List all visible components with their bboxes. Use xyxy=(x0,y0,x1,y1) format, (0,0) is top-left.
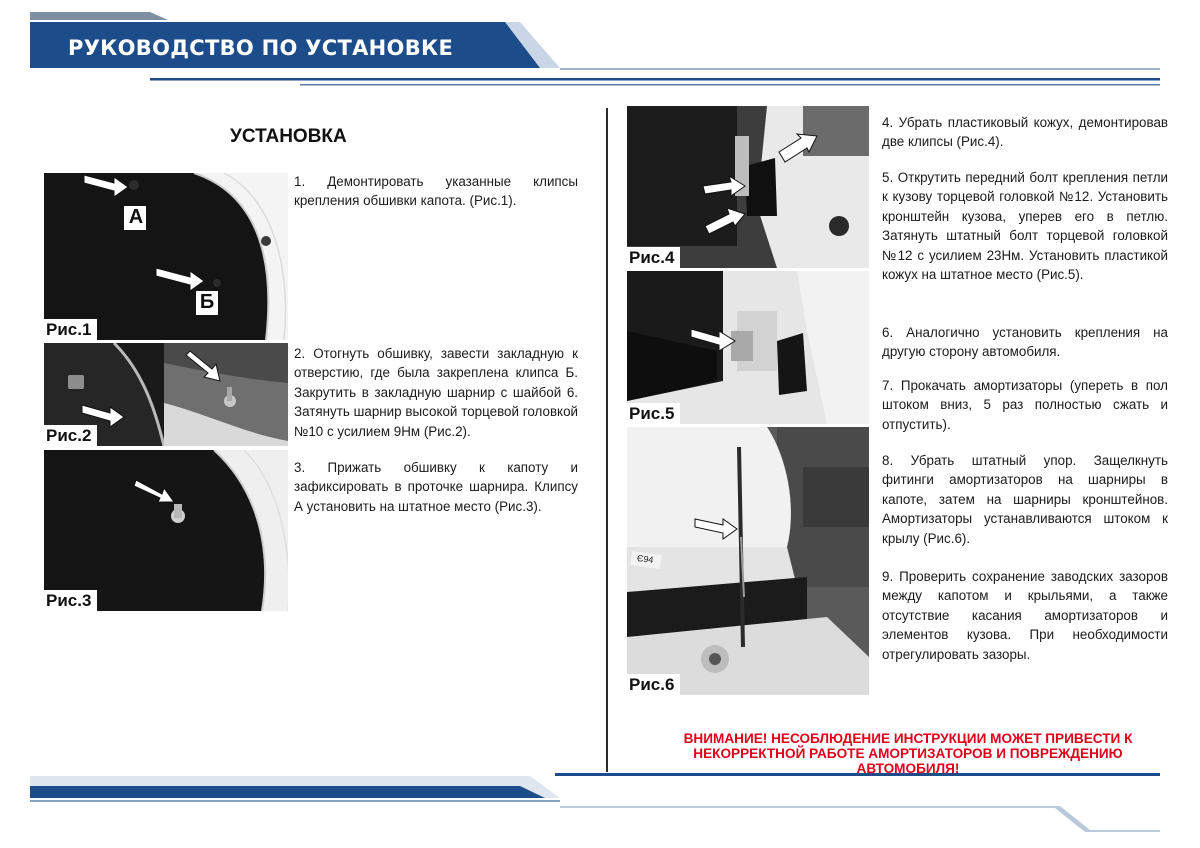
step-8-text: 8. Убрать штатный упор. Защелкнуть фитинги амортизаторов на шарниры в капоте, затем на шарниры кронштейнов. Амортизаторы устанавливаются штоком к крылу (Рис.6). xyxy=(882,453,1168,546)
section-title: УСТАНОВКА xyxy=(230,126,347,147)
hood-liner-image xyxy=(44,173,288,340)
figure-1-photo xyxy=(44,173,288,340)
page-header-title: РУКОВОДСТВО ПО УСТАНОВКЕ xyxy=(68,36,454,60)
liner-fixed-image xyxy=(44,450,288,611)
figure-3-photo xyxy=(44,450,288,611)
part-tag-label: Є94 xyxy=(636,552,655,566)
step-4-text: 4. Убрать пластиковый кожух, демонтировав две клипсы (Рис.4). xyxy=(882,115,1168,150)
marker-a-label: А xyxy=(128,206,144,228)
bracket-installed-image xyxy=(627,271,869,424)
step-3-text: 3. Прижать обшивку к капоту и зафиксировать в проточке шарнира. Клипсу А установить на штатное место (Рис.3). xyxy=(294,460,578,514)
step-1-text: 1. Демонтировать указанные клипсы крепления обшивки капота. (Рис.1). xyxy=(294,174,578,209)
warning-notice: ВНИМАНИЕ! НЕСОБЛЮДЕНИЕ ИНСТРУКЦИИ МОЖЕТ ПРИВЕСТИ К НЕКОРРЕКТНОЙ РАБОТЕ АМОРТИЗАТОРОВ И ПОВРЕЖДЕНИЮ АВТОМОБИЛЯ! xyxy=(683,731,1133,776)
figure-4-photo xyxy=(627,106,869,268)
figure-2-caption: Рис.2 xyxy=(44,425,97,446)
step-6-text: 6. Аналогично установить крепления на другую сторону автомобиля. xyxy=(882,325,1168,360)
figure-6-photo xyxy=(627,427,869,695)
step-2-text: 2. Отогнуть обшивку, завести закладную к отверстию, где была закреплена клипса Б. Закрутить в закладную шарнир с шайбой 6. Затянуть шарнир высокой торцевой головкой №10 с усилием 9Нм (Рис.2). xyxy=(294,346,578,439)
figure-1-caption: Рис.1 xyxy=(44,319,97,340)
figure-5-photo xyxy=(627,271,869,424)
step-7-text: 7. Прокачать амортизаторы (упереть в пол штоком вниз, 5 раз полностью сжать и отпустить). xyxy=(882,378,1168,432)
step-5-text: 5. Открутить передний болт крепления петли к кузову торцевой головкой №12. Установить кронштейн кузова, уперев его в петлю. Затянуть штатный болт торцевой головкой №12 с усилием 23Нм. Установить пластикой кожух на штатное место (Рис.5). xyxy=(882,170,1168,283)
figure-6-caption: Рис.6 xyxy=(627,674,680,695)
figure-4-caption: Рис.4 xyxy=(627,247,680,268)
step-9-text: 9. Проверить сохранение заводских зазоров между капотом и крыльями, а также отсутствие касания амортизаторов и элементов кузова. При необходимости отрегулировать зазоры. xyxy=(882,569,1168,662)
plastic-cover-image xyxy=(627,106,869,268)
figure-5-caption: Рис.5 xyxy=(627,403,680,424)
marker-b-label: Б xyxy=(199,291,215,313)
shock-absorber-image xyxy=(627,427,869,695)
column-divider xyxy=(606,108,608,772)
figure-2-photo xyxy=(44,343,288,446)
figure-3-caption: Рис.3 xyxy=(44,590,97,611)
